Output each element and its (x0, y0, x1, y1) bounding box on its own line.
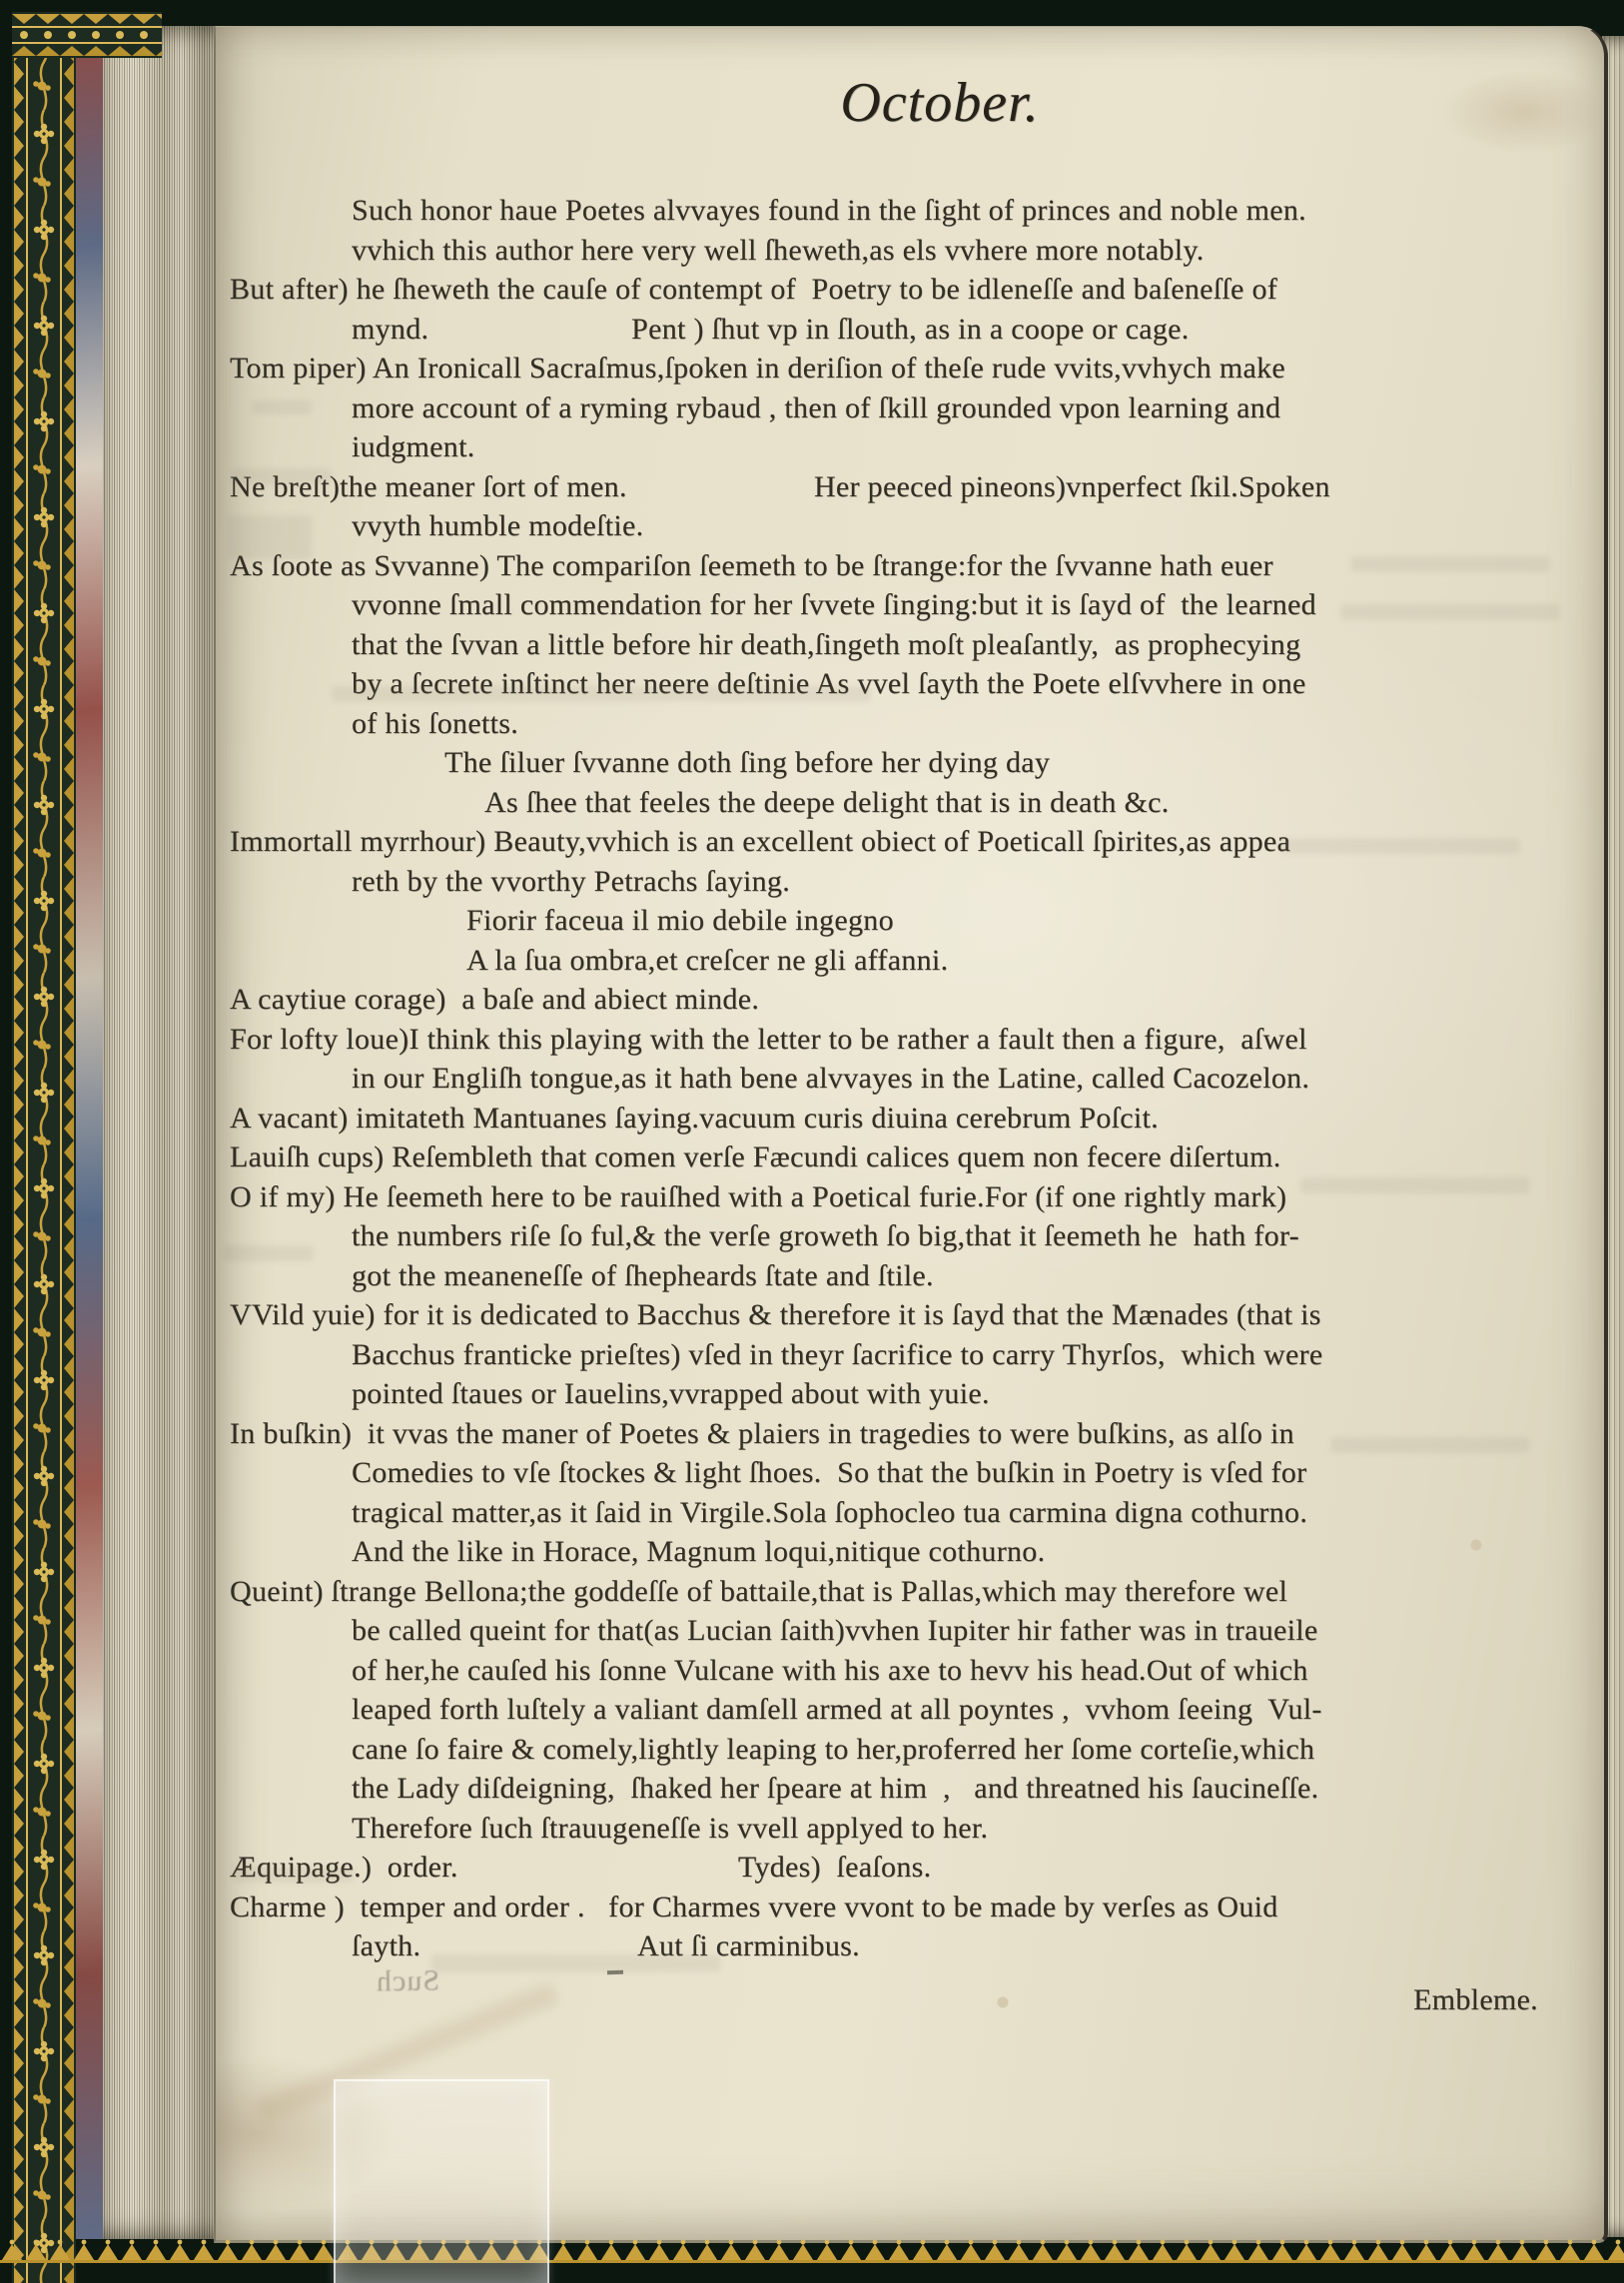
gilt-band-pattern (12, 12, 162, 58)
gloss-line: And the like in Horace, Magnum loqui,nitique cothurno. (352, 1535, 1046, 1568)
gloss-line: ſayth. Aut ſi carminibus. (352, 1929, 860, 1962)
show-through-ghost (228, 515, 312, 559)
gloss-line: that the ſvvan a little before hir death,ſingeth moſt pleaſantly, as prophecying (352, 627, 1301, 661)
gloss-line: reth by the vvorthy Petrachs ſaying. (352, 864, 791, 898)
gloss-line: O if my) He ſeemeth here to be rauiſhed with a Poetical furie.For (if one rightly mark) (230, 1179, 1287, 1213)
gloss-line: the numbers riſe ſo ful,& the verſe groweth ſo big,that it ſeemeth he hath for- (352, 1219, 1299, 1252)
gloss-line: Queint) ſtrange Bellona;the goddeſſe of battaile,that is Pallas,which may therefore wel (230, 1574, 1288, 1608)
show-through-ghost (232, 468, 332, 484)
show-through-ghost (1350, 556, 1550, 572)
show-through-ghost (252, 400, 312, 414)
gloss-line: In buſkin) it vvas the maner of Poetes & plaiers in tragedies to were buſkins, as alſo in (230, 1416, 1294, 1450)
acrylic-page-weight (334, 2079, 549, 2283)
gloss-line: tragical matter,as it ſaid in Virgile.Sola ſophocleo tua carmina digna cothurno. (352, 1495, 1308, 1529)
gloss-line: The ſiluer ſvvanne doth ſing before her dying day (444, 746, 1051, 779)
gloss-line: Comedies to vſe ſtockes & light ſhoes. So that the buſkin in Poetry is vſed for (352, 1456, 1307, 1489)
gloss-line: vvonne ſmall commendation for her ſvvete ſinging:but it is ſayd of the learned (352, 588, 1316, 621)
gloss-line: Bacchus franticke prieſtes) vſed in theyr ſacrifice to carry Thyrſos, which were (352, 1337, 1323, 1371)
gloss-line: vvhich this author here very well ſheweth,as els vvhere more notably. (352, 233, 1205, 267)
gilt-teeth-pattern (0, 2237, 1624, 2263)
gloss-line: Charme ) temper and order . for Charmes vvere vvont to be made by verſes as Ouid (230, 1890, 1278, 1923)
gloss-line: of his ſonetts. (352, 706, 518, 740)
gloss-line: in our Engliſh tongue,as it hath bene alvvayes in the Latine, called Cacozelon. (352, 1062, 1310, 1095)
page-leaves-edges (103, 26, 215, 2239)
gloss-line: got the meaneneſſe of ſhepheards ſtate and ſtile. (352, 1258, 934, 1292)
gloss-line: iudgment. (352, 430, 475, 463)
gloss-line: vvyth humble modeſtie. (352, 509, 644, 542)
gloss-line: For lofty loue)I think this playing with the letter to be rather a fault then a figure, aſwel (230, 1022, 1307, 1056)
gloss-line: Immortall myrrhour) Beauty,vvhich is an excellent obiect of Poeticall ſpirites,as appea (230, 825, 1291, 858)
ink-mark (607, 1970, 623, 1975)
gloss-line: leaped forth luſtely a valiant damſell armed at all poyntes , vvhom ſeeing Vul- (352, 1693, 1322, 1726)
show-through-ghost (1340, 604, 1560, 620)
gloss-line: VVild yuie) for it is dedicated to Bacchus & therefore it is ſayd that the Mænades (that is (230, 1298, 1321, 1331)
gloss-line: Æquipage.) order. Tydes) ſeaſons. (230, 1851, 932, 1884)
gloss-line: A caytiue corage) a baſe and abiect minde. (230, 983, 760, 1016)
gloss-line: Fiorir faceua il mio debile ingegno (466, 904, 894, 937)
gloss-line: But after) he ſheweth the cauſe of contempt of Poetry to be idleneſſe and baſeneſſe of (230, 273, 1278, 306)
show-through-ghost (431, 1954, 721, 1972)
gloss-line: Such honor haue Poetes alvvayes found in the ſight of princes and noble men. (352, 194, 1306, 227)
marbled-endpaper-edge (76, 24, 103, 2239)
gilt-vine-pattern (12, 14, 76, 2283)
show-through-ghost (224, 1245, 314, 1261)
book-page (214, 26, 1608, 2243)
gloss-line: As ſoote as Svvanne) The compariſon ſeemeth to be ſtrange:for the ſvvanne hath euer (230, 548, 1273, 582)
gloss-lines (230, 191, 1544, 2019)
gloss-line: be called queint for that(as Lucian ſaith)vvhen Iupiter hir father was in traueile (352, 1614, 1318, 1647)
gloss-line: A vacant) imitateth Mantuanes ſaying.vacuum curis diuina cerebrum Poſcit. (230, 1101, 1159, 1135)
gloss-line: A la ſua ombra,et creſcer ne gli affanni. (466, 943, 949, 977)
gloss-line: Lauiſh cups) Reſembleth that comen verſe Fæcundi calices quem non fecere diſertum. (230, 1141, 1281, 1173)
gloss-line: Ne breſt)the meaner ſort of men. Her peeced pineons)vnperfect ſkil.Spoken (230, 469, 1330, 503)
gilt-border-left (12, 14, 76, 2283)
gloss-line: the Lady diſdeigning, ſhaked her ſpeare at him , and threatned his ſaucineſſe. (352, 1772, 1319, 1805)
gloss-line: by a ſecrete inſtinct her neere deſtinie As vvel ſayth the Poete elſvvhere in one (352, 667, 1306, 700)
gilt-trim-bottom (0, 2237, 1624, 2263)
gloss-line: cane ſo faire & comely,lightly leaping to her,proferred her ſome corteſie,which (352, 1732, 1315, 1766)
gloss-line: Embleme. (1413, 1982, 1538, 2016)
show-through-ghost (1280, 838, 1520, 854)
gloss-line: As ſhee that feeles the deepe delight that is in death &c. (484, 785, 1170, 819)
gloss-line: Tom piper) An Ironicall Sacraſmus,ſpoken in deriſion of theſe rude vvits,vvhych make (230, 352, 1286, 384)
gloss-line: pointed ſtaues or Iauelins,vvrapped about with yuie. (352, 1377, 990, 1410)
gloss-line: more account of a ryming rybaud , then of ſkill grounded vpon learning and (352, 390, 1281, 424)
gilt-border-corner (12, 12, 162, 58)
show-through-ghost (234, 1867, 354, 1883)
show-through-catchword: Such (375, 1963, 440, 1998)
show-through-ghost (1300, 1177, 1530, 1193)
gloss-line: of her,he cauſed his ſonne Vulcane with his axe to hevv his head.Out of which (352, 1653, 1308, 1687)
gloss-line: mynd. Pent ) ſhut vp in ſlouth, as in a coope or cage. (352, 312, 1190, 346)
show-through-ghost (1330, 1437, 1530, 1453)
show-through-ghost (332, 686, 871, 702)
month-heading: October. (840, 72, 1040, 134)
gloss-line: Therefore ſuch ſtrauugeneſſe is vvell applyed to her. (352, 1811, 989, 1845)
